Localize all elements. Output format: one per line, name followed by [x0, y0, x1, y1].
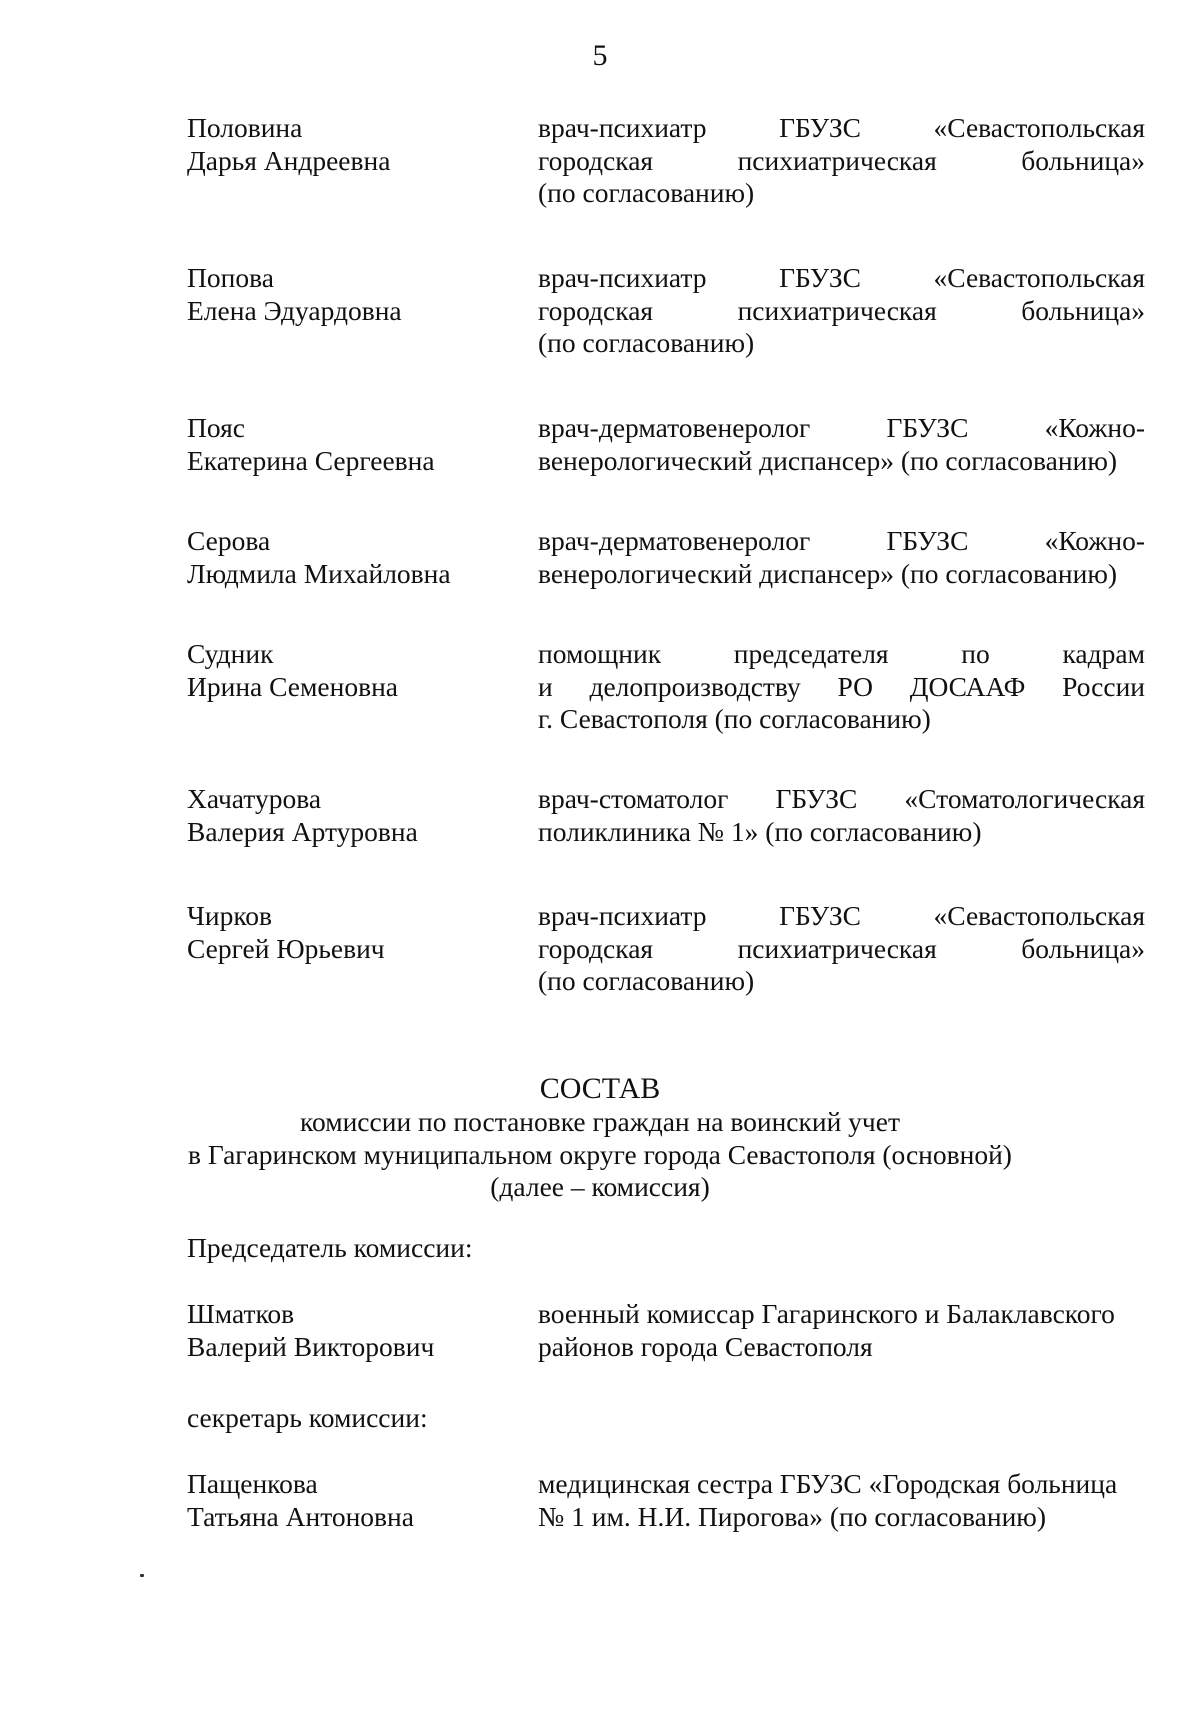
role-line: районов города Севастополя [538, 1330, 873, 1362]
member-name [187, 783, 507, 848]
role-line: (по согласованию) [538, 965, 755, 996]
member-name [187, 638, 507, 703]
surname: Чирков [187, 900, 273, 931]
secretary-label: секретарь комиссии: [187, 1402, 428, 1433]
composition-subtitle-line: комиссии по постановке граждан на воинский учет [300, 1106, 900, 1137]
page-number: 5 [592, 39, 608, 72]
role-line: военный комиссар Гагаринского и Балаклавского [538, 1298, 1115, 1329]
member-role [538, 900, 1145, 998]
role-line: и делопроизводству РО ДОСААФ России [538, 670, 1145, 702]
surname: Хачатурова [187, 783, 322, 814]
member-name [187, 1298, 507, 1363]
role-line: помощник председателя по кадрам [538, 638, 1145, 669]
chairman-label: Председатель комиссии: [187, 1232, 473, 1263]
given-names: Татьяна Антоновна [187, 1500, 414, 1532]
surname: Попова [187, 262, 274, 293]
member-name [187, 525, 507, 590]
role-line: (по согласованию) [538, 327, 755, 358]
role-line: врач-психиатр ГБУЗС «Севастопольская [538, 262, 1145, 293]
member-name [187, 1468, 507, 1533]
role-line: городская психиатрическая больница» [538, 144, 1145, 176]
surname: Пояс [187, 412, 245, 443]
role-line: (по согласованию) [538, 177, 755, 208]
member-role [538, 112, 1145, 210]
surname: Серова [187, 525, 271, 556]
given-names: Сергей Юрьевич [187, 932, 385, 964]
member-name [187, 262, 507, 327]
member-name [187, 112, 507, 177]
member-role [538, 1468, 1145, 1533]
given-names: Ирина Семеновна [187, 670, 398, 702]
member-role [538, 412, 1145, 477]
role-line: врач-стоматолог ГБУЗС «Стоматологическая [538, 783, 1145, 814]
role-line: венерологический диспансер» (по согласованию) [538, 444, 1118, 476]
member-role [538, 262, 1145, 360]
role-line: поликлиника № 1» (по согласованию) [538, 815, 982, 847]
role-line: городская психиатрическая больница» [538, 932, 1145, 964]
role-line: врач-дерматовенеролог ГБУЗС «Кожно- [538, 525, 1145, 556]
given-names: Елена Эдуардовна [187, 294, 402, 326]
surname: Пащенкова [187, 1468, 318, 1499]
composition-heading [0, 1072, 1200, 1204]
surname: Судник [187, 638, 274, 669]
given-names: Валерия Артуровна [187, 815, 418, 847]
role-line: № 1 им. Н.И. Пирогова» (по согласованию) [538, 1500, 1047, 1532]
member-name [187, 900, 507, 965]
role-line: врач-дерматовенеролог ГБУЗС «Кожно- [538, 412, 1145, 443]
member-role [538, 1298, 1145, 1363]
given-names: Людмила Михайловна [187, 557, 451, 589]
composition-subtitle-line: в Гагаринском муниципальном округе города Севастополя (основной) [188, 1138, 1012, 1170]
given-names: Валерий Викторович [187, 1330, 435, 1362]
composition-title: СОСТАВ [539, 1072, 661, 1105]
role-line: врач-психиатр ГБУЗС «Севастопольская [538, 112, 1145, 143]
role-line: городская психиатрическая больница» [538, 294, 1145, 326]
given-names: Екатерина Сергеевна [187, 444, 435, 476]
role-line: венерологический диспансер» (по согласованию) [538, 557, 1118, 589]
surname: Шматков [187, 1298, 295, 1329]
scan-speck [140, 1574, 144, 1577]
surname: Половина [187, 112, 303, 143]
member-role [538, 638, 1145, 736]
member-role [538, 783, 1145, 848]
member-role [538, 525, 1145, 590]
role-line: г. Севастополя (по согласованию) [538, 703, 931, 734]
role-line: врач-психиатр ГБУЗС «Севастопольская [538, 900, 1145, 931]
composition-subtitle-line: (далее – комиссия) [490, 1171, 710, 1202]
role-line: медицинская сестра ГБУЗС «Городская больница [538, 1468, 1118, 1499]
given-names: Дарья Андреевна [187, 144, 391, 176]
member-name [187, 412, 507, 477]
